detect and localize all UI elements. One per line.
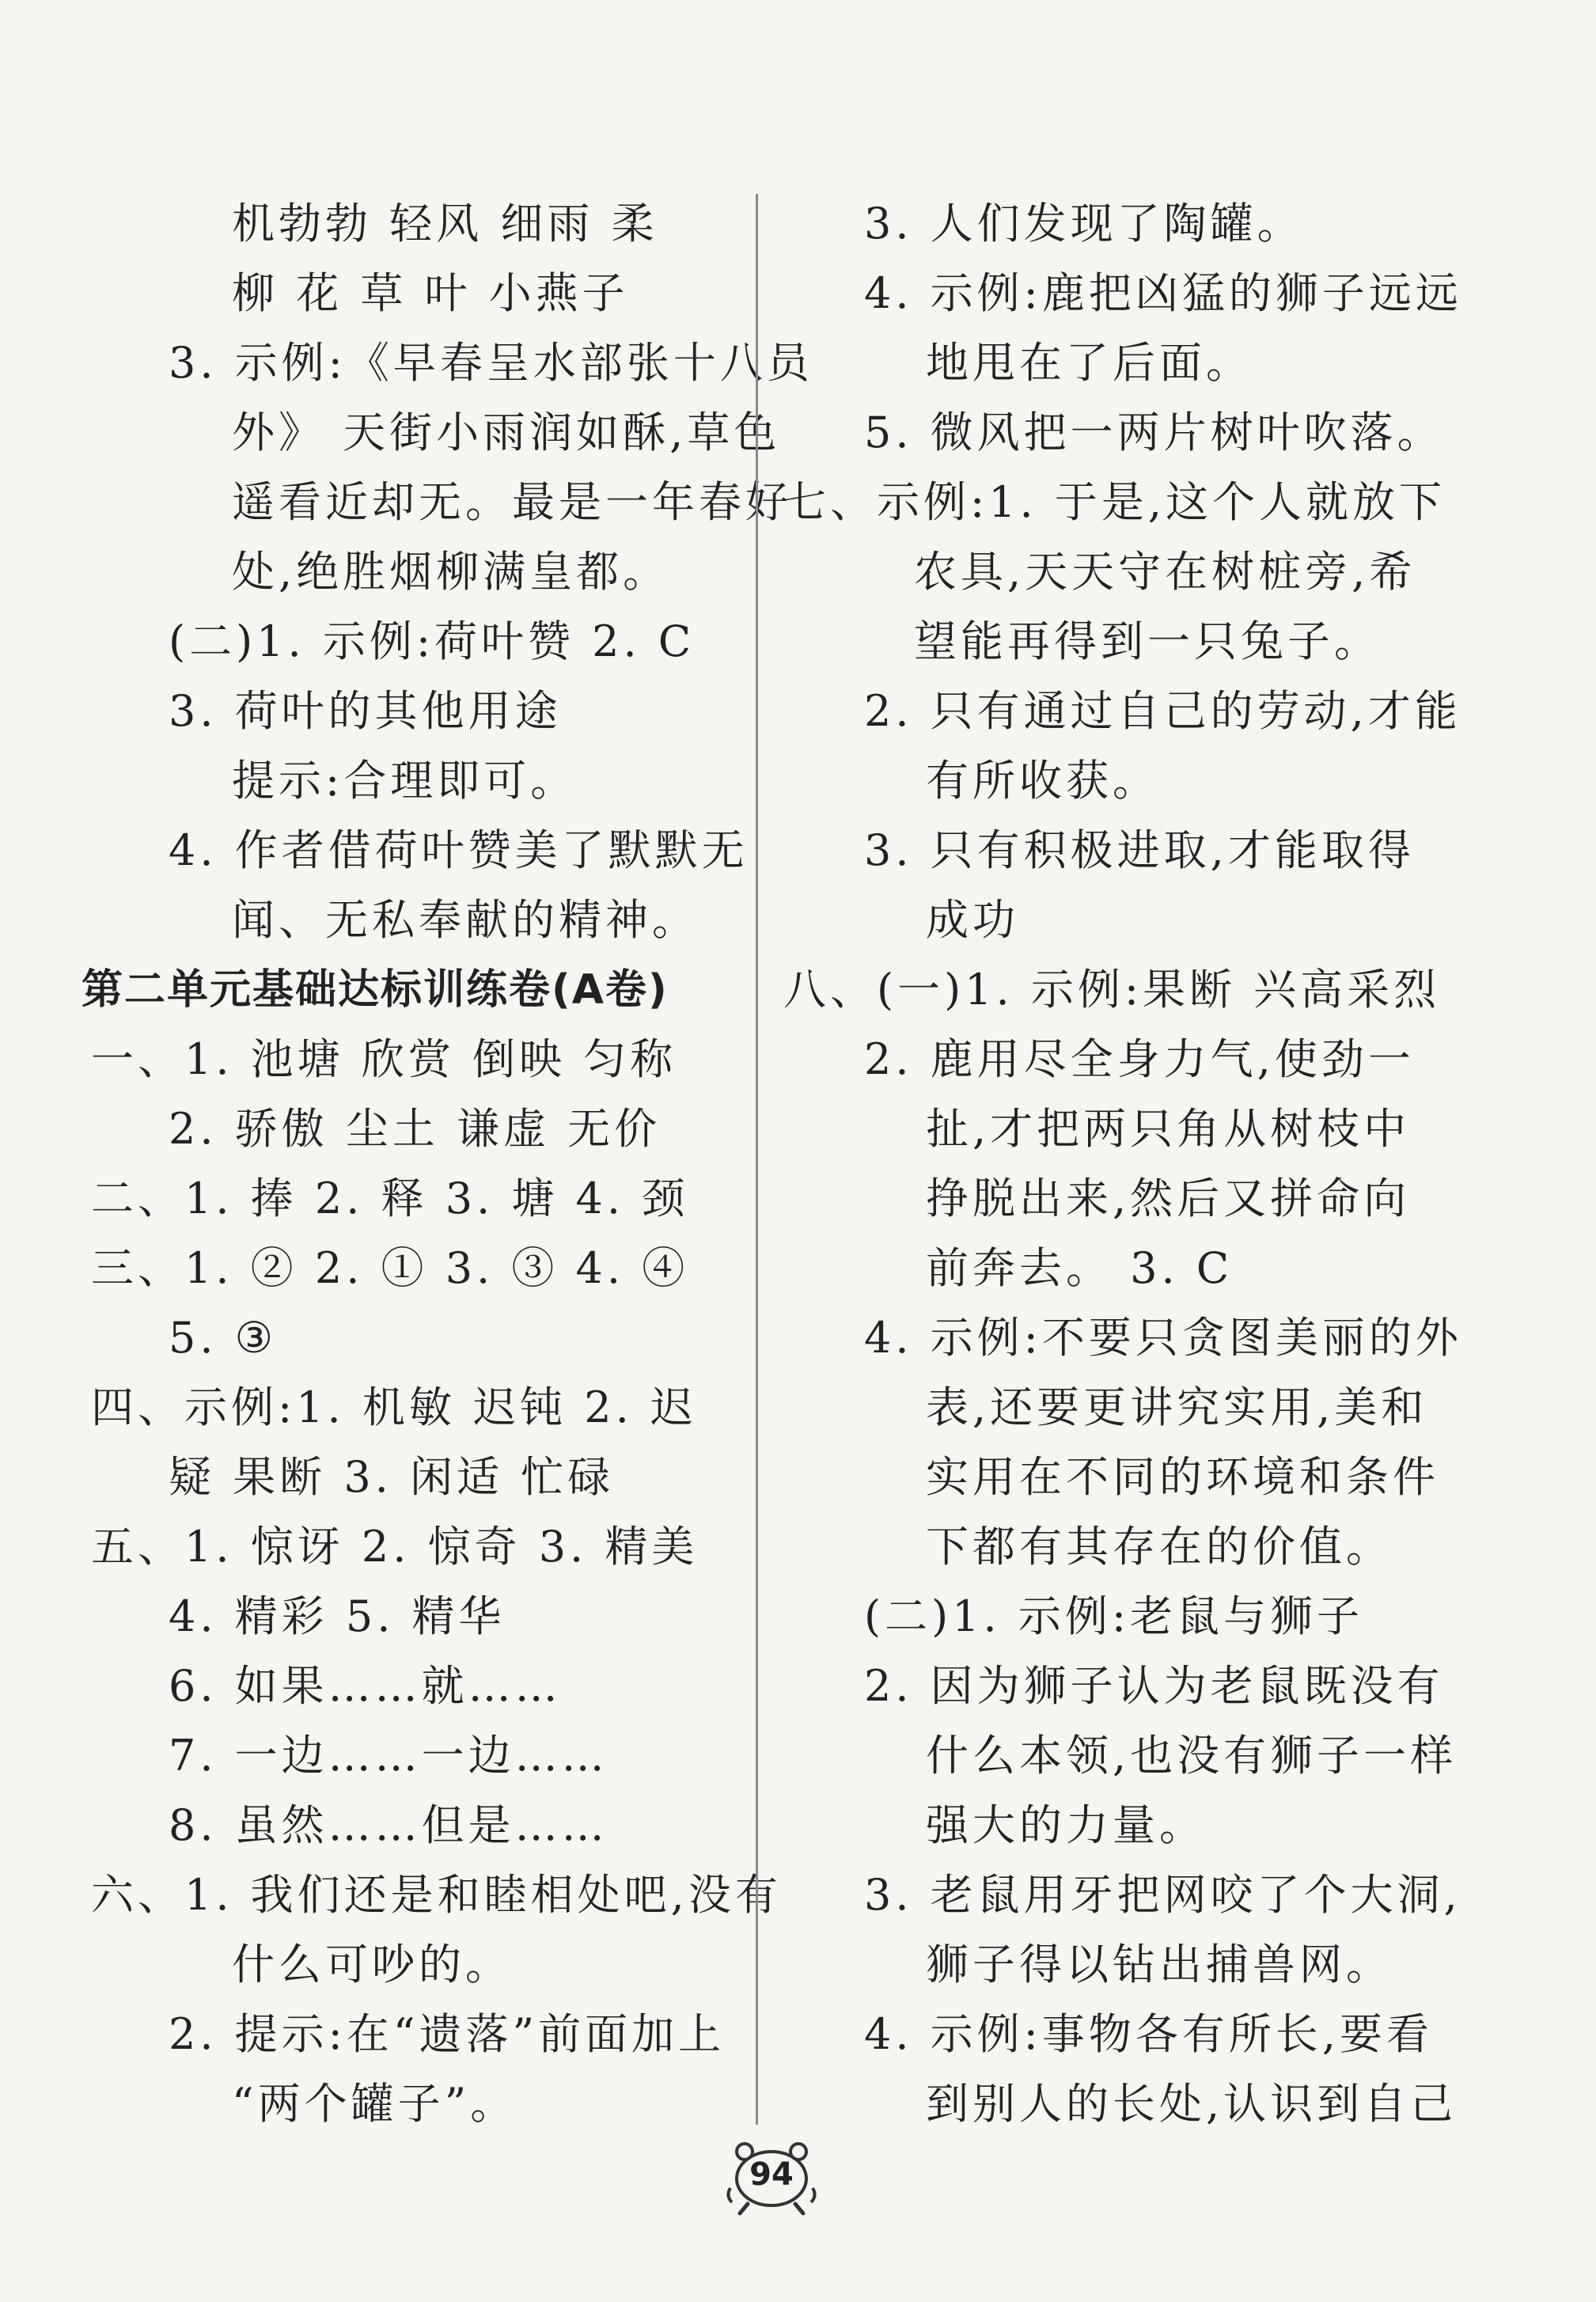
answer-line: 四、示例:1. 机敏 迟钝 2. 迟 bbox=[91, 1382, 697, 1432]
answer-line: 七、示例:1. 于是,这个人就放下 bbox=[783, 477, 1446, 527]
answer-line: 处,绝胜烟柳满皇都。 bbox=[232, 547, 670, 597]
answer-line: 强大的力量。 bbox=[926, 1800, 1206, 1850]
answer-line: 5. ③ bbox=[169, 1313, 278, 1363]
answer-line: 6. 如果……就…… bbox=[169, 1661, 562, 1711]
answer-line: (二)1. 示例:荷叶赞 2. C bbox=[169, 616, 696, 666]
answer-line: 五、1. 惊讶 2. 惊奇 3. 精美 bbox=[91, 1522, 699, 1572]
answer-line: 挣脱出来,然后又拼命向 bbox=[926, 1174, 1411, 1223]
answer-line: 前奔去。 3. C bbox=[926, 1243, 1234, 1293]
answer-line: 遥看近却无。最是一年春好 bbox=[232, 477, 792, 527]
answer-line: 4. 精彩 5. 精华 bbox=[169, 1591, 506, 1641]
answer-line: 柳 花 草 叶 小燕子 bbox=[232, 268, 629, 318]
answer-line: “两个罐子”。 bbox=[232, 2079, 517, 2129]
answer-line: (二)1. 示例:老鼠与狮子 bbox=[864, 1591, 1364, 1641]
answer-line: 4. 作者借荷叶赞美了默默无 bbox=[169, 825, 749, 875]
answer-line: 成功 bbox=[926, 895, 1019, 945]
answer-line: 一、1. 池塘 欣赏 倒映 匀称 bbox=[91, 1034, 677, 1084]
answer-line: 地甩在了后面。 bbox=[926, 338, 1253, 388]
answer-line: 3. 荷叶的其他用途 bbox=[169, 686, 562, 736]
answer-line: 3. 只有积极进取,才能取得 bbox=[864, 825, 1415, 875]
answer-line: 3. 人们发现了陶罐。 bbox=[864, 199, 1304, 248]
answer-line: 八、(一)1. 示例:果断 兴高采烈 bbox=[783, 965, 1441, 1014]
answer-line: 到别人的长处,认识到自己 bbox=[926, 2079, 1458, 2129]
answer-line: 扯,才把两只角从树枝中 bbox=[926, 1104, 1411, 1154]
answer-line: 4. 示例:鹿把凶猛的狮子远远 bbox=[864, 268, 1462, 318]
answer-line: 闻、无私奉献的精神。 bbox=[232, 895, 699, 945]
section-heading: 第二单元基础达标训练卷(A卷) bbox=[82, 966, 669, 1014]
answer-line: 农具,天天守在树桩旁,希 bbox=[914, 547, 1416, 597]
answer-line: 提示:合理即可。 bbox=[232, 756, 578, 806]
answer-line: 2. 鹿用尽全身力气,使劲一 bbox=[864, 1034, 1415, 1084]
answer-line: 4. 示例:不要只贪图美丽的外 bbox=[864, 1313, 1462, 1363]
answer-line: 望能再得到一只兔子。 bbox=[914, 616, 1381, 666]
answer-line: 狮子得以钻出捕兽网。 bbox=[926, 1940, 1393, 1989]
answer-line: 下都有其存在的价值。 bbox=[926, 1522, 1393, 1572]
page-number-badge bbox=[724, 2141, 819, 2216]
answer-line: 实用在不同的环境和条件 bbox=[926, 1452, 1439, 1502]
answer-line: 4. 示例:事物各有所长,要看 bbox=[864, 2009, 1434, 2059]
column-divider bbox=[756, 194, 758, 2125]
answer-line: 什么可吵的。 bbox=[232, 1940, 512, 1989]
answer-line: 表,还要更讲究实用,美和 bbox=[926, 1382, 1428, 1432]
answer-line: 2. 只有通过自己的劳动,才能 bbox=[864, 686, 1461, 736]
answer-line: 2. 骄傲 尘土 谦虚 无价 bbox=[169, 1104, 662, 1154]
answer-line: 机勃勃 轻风 细雨 柔 bbox=[232, 199, 658, 248]
answer-line: 7. 一边……一边…… bbox=[169, 1731, 608, 1781]
answer-line: 3. 示例:《早春呈水部张十八员 bbox=[169, 338, 813, 388]
answer-line: 2. 因为狮子认为老鼠既没有 bbox=[864, 1661, 1444, 1711]
answer-line: 外》 天街小雨润如酥,草色 bbox=[232, 408, 781, 457]
answer-line: 2. 提示:在“遗落”前面加上 bbox=[169, 2009, 726, 2059]
answer-line: 三、1. ② 2. ① 3. ③ 4. ④ bbox=[91, 1243, 689, 1293]
answer-line: 8. 虽然……但是…… bbox=[169, 1800, 608, 1850]
answer-line: 二、1. 捧 2. 释 3. 塘 4. 颈 bbox=[91, 1174, 689, 1223]
answer-line: 疑 果断 3. 闲适 忙碌 bbox=[169, 1452, 615, 1502]
answer-line: 有所收获。 bbox=[926, 756, 1159, 806]
answer-line: 5. 微风把一两片树叶吹落。 bbox=[864, 408, 1444, 457]
page-number: 94 bbox=[749, 2156, 794, 2193]
answer-line: 3. 老鼠用牙把网咬了个大洞, bbox=[864, 1870, 1461, 1920]
answer-line: 什么本领,也没有狮子一样 bbox=[926, 1731, 1458, 1781]
answer-line: 六、1. 我们还是和睦相处吧,没有 bbox=[91, 1870, 782, 1920]
